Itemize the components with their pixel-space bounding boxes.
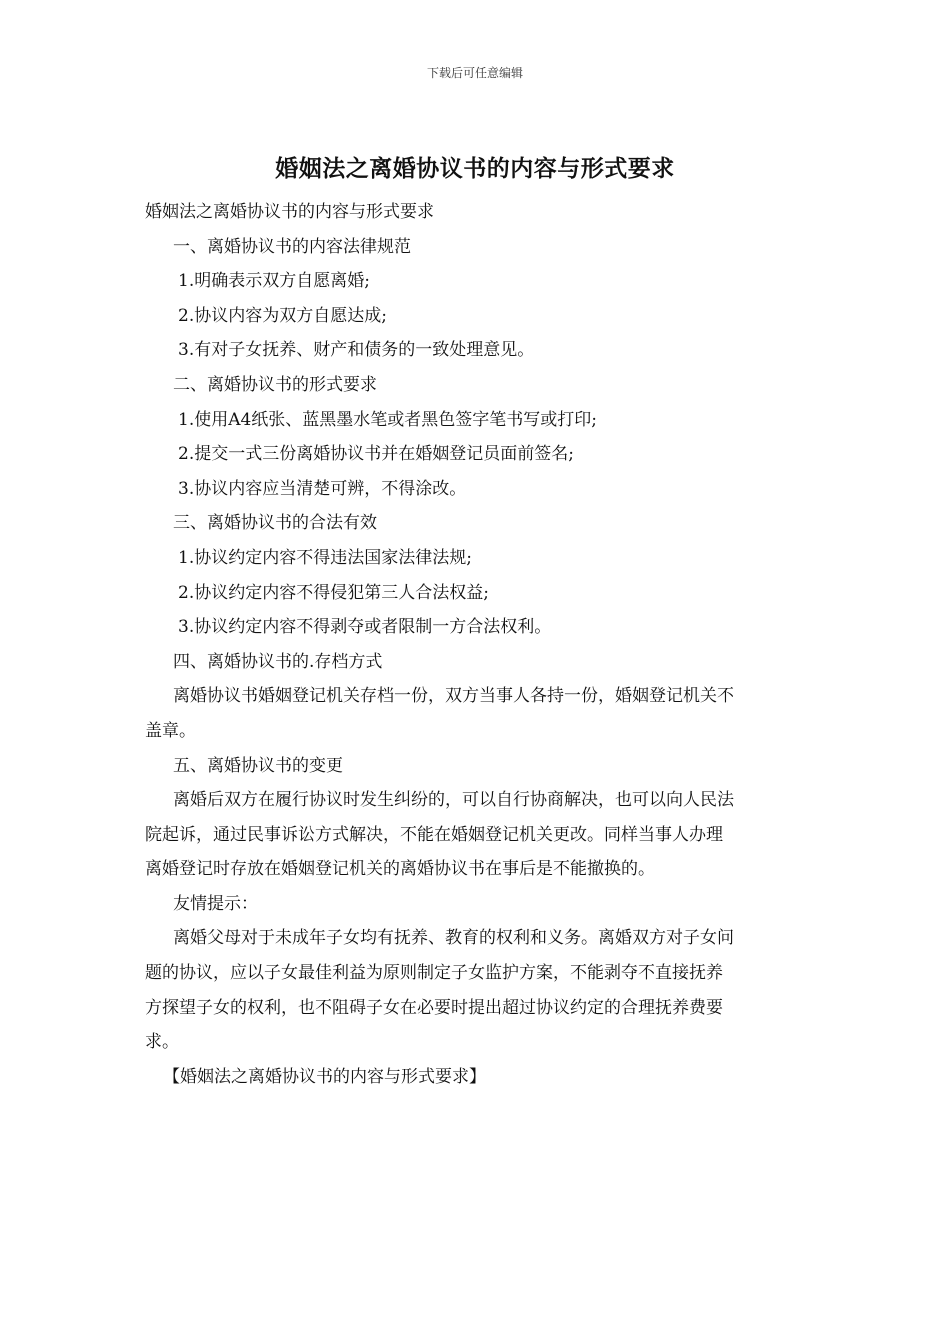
section-item: 2.协议约定内容不得侵犯第三人合法权益; <box>178 582 489 603</box>
document-subtitle: 婚姻法之离婚协议书的内容与形式要求 <box>145 202 434 222</box>
paragraph-line: 方探望子女的权利，也不阻碍子女在必要时提出超过协议约定的合理抚养费要 <box>145 997 723 1018</box>
closing-title: 【婚姻法之离婚协议书的内容与形式要求】 <box>163 1066 486 1087</box>
section-heading: 三、离婚协议书的合法有效 <box>173 513 377 534</box>
document-body <box>145 195 810 1094</box>
paragraph-line: 离婚后双方在履行协议时发生纠纷的，可以自行协商解决，也可以向人民法 <box>173 790 734 811</box>
section-item: 1.使用A4纸张、蓝黑墨水笔或者黑色签字笔书写或打印; <box>178 409 598 430</box>
paragraph-line: 离婚协议书婚姻登记机关存档一份，双方当事人各持一份，婚姻登记机关不 <box>173 686 734 707</box>
paragraph-line: 题的协议，应以子女最佳利益为原则制定子女监护方案，不能剥夺不直接抚养 <box>145 963 723 984</box>
section-item: 3.协议约定内容不得剥夺或者限制一方合法权利。 <box>178 617 552 638</box>
paragraph-line: 离婚父母对于未成年子女均有抚养、教育的权利和义务。离婚双方对子女问 <box>173 928 734 949</box>
section-item: 1.明确表示双方自愿离婚; <box>178 271 370 292</box>
section-item: 1.协议约定内容不得违法国家法律法规; <box>178 547 472 568</box>
section-heading: 四、离婚协议书的.存档方式 <box>173 651 383 672</box>
section-item: 2.协议内容为双方自愿达成; <box>178 305 387 326</box>
section-item: 3.协议内容应当清楚可辨，不得涂改。 <box>178 478 467 499</box>
section-heading: 二、离婚协议书的形式要求 <box>173 374 377 395</box>
section-item: 2.提交一式三份离婚协议书并在婚姻登记员面前签名; <box>178 444 574 465</box>
section-heading: 五、离婚协议书的变更 <box>173 755 343 776</box>
tips-heading: 友情提示： <box>173 893 258 914</box>
document-title: 婚姻法之离婚协议书的内容与形式要求 <box>275 155 675 182</box>
page-header-note: 下载后可任意编辑 <box>426 66 523 80</box>
paragraph-line: 离婚登记时存放在婚姻登记机关的离婚协议书在事后是不能撤换的。 <box>145 859 655 880</box>
section-heading: 一、离婚协议书的内容法律规范 <box>173 236 411 257</box>
paragraph-line: 院起诉，通过民事诉讼方式解决，不能在婚姻登记机关更改。同样当事人办理 <box>145 824 723 845</box>
paragraph-line: 求。 <box>145 1032 179 1053</box>
section-item: 3.有对子女抚养、财产和债务的一致处理意见。 <box>178 340 535 361</box>
paragraph-line: 盖章。 <box>145 720 196 741</box>
